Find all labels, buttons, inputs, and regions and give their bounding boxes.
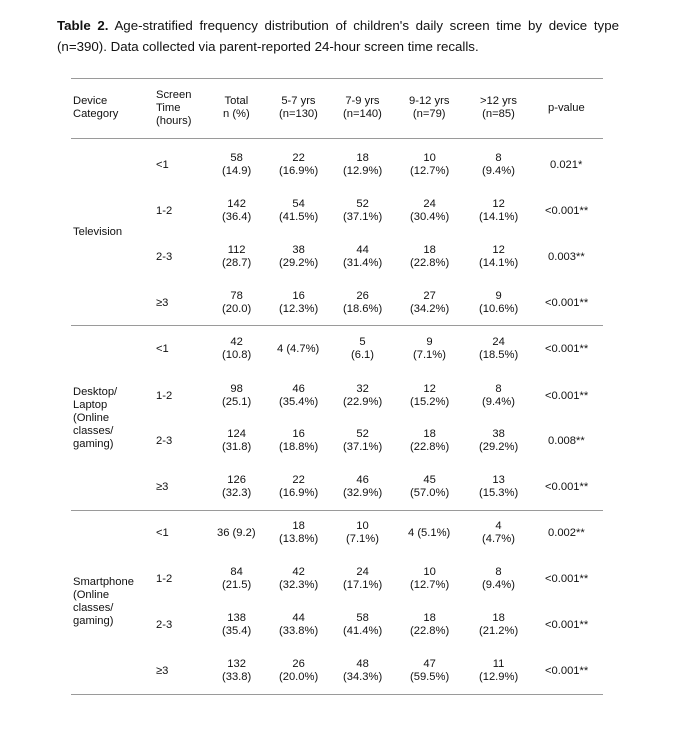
device-category-line: (Online	[73, 412, 110, 424]
value-cell	[410, 244, 449, 270]
value-cell	[277, 343, 319, 356]
value-cell	[410, 658, 449, 684]
device-category-line: Television	[73, 226, 123, 238]
value-cell	[479, 612, 518, 638]
value-cell-line: 38	[492, 428, 505, 440]
header-device-category	[73, 95, 118, 121]
value-cell	[279, 520, 318, 546]
table-caption	[57, 15, 619, 57]
value-cell-line: (31.8)	[222, 441, 252, 453]
value-cell	[346, 520, 379, 546]
value-cell	[410, 198, 449, 224]
screen-time-cell: <1	[156, 527, 169, 539]
header-9-12-yrs-line: (n=79)	[412, 108, 446, 120]
value-cell-line: 26	[292, 658, 305, 670]
value-cell	[279, 244, 318, 270]
value-cell-line: 10	[423, 152, 436, 164]
value-cell-line: 10	[423, 566, 436, 578]
value-cell-line: 126	[227, 474, 246, 486]
device-category-line: Smartphone	[73, 576, 134, 588]
value-cell	[479, 474, 518, 500]
header-over-12-yrs-line: (n=85)	[482, 108, 515, 120]
value-cell-line: (14.9)	[222, 165, 252, 177]
value-cell-line: 98	[230, 383, 243, 395]
value-cell	[222, 474, 251, 500]
value-cell-line: 138	[227, 612, 246, 624]
header-rule	[71, 138, 603, 139]
screen-time-cell: 2-3	[156, 619, 173, 631]
value-cell-line: (29.2%)	[279, 257, 319, 269]
value-cell-line: (4.7%)	[482, 533, 515, 545]
p-value-cell: <0.001**	[545, 205, 589, 217]
value-cell-line: 10	[356, 520, 369, 532]
device-category-line: Laptop	[73, 399, 108, 411]
value-cell-line: 5	[359, 336, 366, 348]
value-cell-line: (59.5%)	[410, 671, 450, 683]
value-cell-line: 22	[292, 474, 305, 486]
header-total	[223, 95, 250, 121]
value-cell-line: 58	[356, 612, 369, 624]
value-cell-line: 38	[292, 244, 305, 256]
value-cell-line: (29.2%)	[479, 441, 519, 453]
value-cell-line: (34.3%)	[343, 671, 383, 683]
value-cell-line: 26	[356, 290, 369, 302]
value-cell	[479, 244, 518, 270]
value-cell-line: 16	[292, 428, 305, 440]
header-total-line: Total	[224, 95, 249, 107]
header-screen-time	[156, 89, 191, 128]
value-cell-line: 52	[356, 428, 369, 440]
device-category-line: Desktop/	[73, 386, 118, 398]
value-cell-line: 52	[356, 198, 369, 210]
value-cell-line: (15.2%)	[410, 396, 450, 408]
value-cell-line: 24	[492, 336, 505, 348]
screen-time-cell: <1	[156, 343, 169, 355]
value-cell-line: 18	[292, 520, 305, 532]
value-cell	[413, 336, 446, 362]
value-cell-line: 12	[423, 383, 436, 395]
value-cell-line: (13.8%)	[279, 533, 319, 545]
value-cell-line: (21.5)	[222, 579, 252, 591]
value-cell-line: (37.1%)	[343, 211, 383, 223]
value-cell	[222, 152, 251, 178]
p-value-cell: <0.001**	[545, 390, 589, 402]
screen-time-cell: <1	[156, 159, 169, 171]
screen-time-cell: 2-3	[156, 251, 173, 263]
value-cell	[343, 198, 382, 224]
bottom-rule	[71, 694, 603, 695]
value-cell	[410, 612, 449, 638]
value-cell-line: (33.8%)	[279, 625, 319, 637]
value-cell-line: (36.4)	[222, 211, 252, 223]
value-cell-line: (14.1%)	[479, 257, 519, 269]
value-cell-line: 54	[292, 198, 305, 210]
value-cell-line: 18	[423, 244, 436, 256]
value-cell-line: (12.7%)	[410, 165, 450, 177]
value-cell	[217, 527, 256, 540]
value-cell-line: (28.7)	[222, 257, 252, 269]
value-cell-line: (12.3%)	[279, 303, 319, 315]
value-cell-line: (9.4%)	[482, 579, 515, 591]
value-cell-line: 142	[227, 198, 246, 210]
value-cell	[279, 383, 318, 409]
value-cell	[279, 658, 318, 684]
value-cell-line: (32.3%)	[279, 579, 319, 591]
value-cell	[279, 612, 318, 638]
p-value-cell: 0.008**	[548, 435, 585, 447]
header-9-12-yrs	[409, 95, 449, 121]
value-cell-line: 46	[292, 383, 305, 395]
value-cell	[222, 428, 251, 454]
p-value-cell: <0.001**	[545, 297, 589, 309]
header-5-7-yrs	[279, 95, 318, 121]
value-cell-line: (17.1%)	[343, 579, 383, 591]
screen-time-cell: ≥3	[156, 481, 169, 493]
value-cell-line: (12.9%)	[479, 671, 519, 683]
table-label: Table 2.	[57, 18, 109, 33]
value-cell-line: 18	[356, 152, 369, 164]
value-cell-line: (41.4%)	[343, 625, 383, 637]
value-cell-line: 13	[492, 474, 505, 486]
value-cell	[343, 612, 382, 638]
value-cell-line: (12.9%)	[343, 165, 383, 177]
value-cell-line: (10.6%)	[479, 303, 519, 315]
value-cell	[222, 566, 251, 592]
value-cell-line: 8	[495, 566, 502, 578]
value-cell	[479, 428, 518, 454]
value-cell-line: (6.1)	[351, 349, 375, 361]
value-cell	[222, 290, 251, 316]
value-cell	[222, 198, 251, 224]
value-cell-line: (14.1%)	[479, 211, 519, 223]
value-cell-line: 124	[227, 428, 246, 440]
value-cell-line: 84	[230, 566, 243, 578]
value-cell	[410, 428, 449, 454]
value-cell-line: 18	[423, 428, 436, 440]
header-5-7-yrs-line: (n=130)	[279, 108, 318, 120]
group-divider	[71, 510, 603, 511]
value-cell-line: 42	[292, 566, 305, 578]
value-cell	[479, 290, 518, 316]
value-cell-line: 112	[227, 244, 246, 256]
value-cell	[343, 474, 382, 500]
value-cell-line: (35.4)	[222, 625, 252, 637]
value-cell-line: (9.4%)	[482, 396, 515, 408]
value-cell-line: 8	[495, 383, 502, 395]
value-cell-line: (16.9%)	[279, 165, 319, 177]
value-cell-line: 45	[423, 474, 436, 486]
value-cell-line: (34.2%)	[410, 303, 450, 315]
p-value-cell: <0.001**	[545, 619, 589, 631]
p-value-cell: 0.003**	[548, 251, 585, 263]
value-cell	[222, 612, 251, 638]
value-cell-line: 16	[292, 290, 305, 302]
value-cell-line: (32.3)	[222, 487, 252, 499]
value-cell-line: 4 (4.7%)	[277, 343, 320, 355]
p-value-cell: <0.001**	[545, 573, 589, 585]
value-cell-line: 24	[423, 198, 436, 210]
value-cell	[222, 383, 251, 409]
value-cell-line: (25.1)	[222, 396, 252, 408]
value-cell	[279, 566, 318, 592]
value-cell	[408, 527, 450, 540]
value-cell-line: 4 (5.1%)	[408, 527, 451, 539]
header-over-12-yrs-line: >12 yrs	[480, 95, 517, 107]
value-cell	[343, 290, 382, 316]
value-cell	[482, 566, 515, 592]
device-category-line: classes/	[73, 602, 114, 614]
value-cell-line: 44	[356, 244, 369, 256]
value-cell	[482, 383, 515, 409]
value-cell	[482, 520, 515, 546]
value-cell	[479, 658, 518, 684]
value-cell-line: 22	[292, 152, 305, 164]
value-cell-line: (7.1%)	[346, 533, 379, 545]
header-screen-time-line: (hours)	[156, 115, 192, 127]
value-cell-line: 9	[426, 336, 433, 348]
value-cell-line: 24	[356, 566, 369, 578]
value-cell-line: (35.4%)	[279, 396, 319, 408]
value-cell-line: 9	[495, 290, 502, 302]
value-cell-line: 42	[230, 336, 243, 348]
value-cell-line: (22.9%)	[343, 396, 383, 408]
value-cell-line: (57.0%)	[410, 487, 450, 499]
value-cell-line: 132	[227, 658, 246, 670]
value-cell	[279, 290, 318, 316]
header-device-category-line: Device	[73, 95, 108, 107]
value-cell	[279, 474, 318, 500]
value-cell-line: (10.8)	[222, 349, 252, 361]
value-cell-line: 78	[230, 290, 243, 302]
header-p-value	[548, 102, 585, 115]
value-cell-line: 46	[356, 474, 369, 486]
value-cell-line: (33.8)	[222, 671, 252, 683]
value-cell-line: (20.0)	[222, 303, 252, 315]
value-cell-line: 11	[492, 658, 505, 670]
group-divider	[71, 325, 603, 326]
value-cell-line: 4	[495, 520, 502, 532]
value-cell-line: (31.4%)	[343, 257, 383, 269]
value-cell	[279, 428, 318, 454]
header-screen-time-line: Screen	[156, 89, 192, 101]
device-category-line: classes/	[73, 425, 114, 437]
screen-time-cell: 1-2	[156, 573, 173, 585]
screen-time-cell: ≥3	[156, 297, 169, 309]
p-value-cell: 0.021*	[550, 159, 583, 171]
device-category	[73, 576, 134, 628]
value-cell-line: (15.3%)	[479, 487, 519, 499]
value-cell	[279, 152, 318, 178]
p-value-cell: <0.001**	[545, 343, 589, 355]
value-cell	[410, 383, 449, 409]
value-cell-line: (18.8%)	[279, 441, 319, 453]
caption-text: Age-stratified frequency distribution of children's daily screen time by device type (n=390). Data collected via parent-reported 24-hour screen time recalls.	[57, 18, 619, 54]
value-cell	[222, 658, 251, 684]
value-cell	[343, 152, 382, 178]
screen-time-cell: ≥3	[156, 665, 169, 677]
value-cell-line: (18.6%)	[343, 303, 383, 315]
value-cell	[482, 152, 515, 178]
value-cell	[222, 336, 251, 362]
screen-time-cell: 1-2	[156, 205, 173, 217]
value-cell-line: 36 (9.2)	[217, 527, 256, 539]
value-cell	[410, 474, 449, 500]
value-cell	[410, 566, 449, 592]
value-cell-line: 48	[356, 658, 369, 670]
value-cell-line: 8	[495, 152, 502, 164]
value-cell-line: 12	[492, 198, 505, 210]
header-5-7-yrs-line: 5-7 yrs	[281, 95, 316, 107]
screen-time-cell: 1-2	[156, 390, 173, 402]
value-cell	[410, 290, 449, 316]
top-rule	[71, 78, 603, 79]
value-cell-line: (30.4%)	[410, 211, 450, 223]
header-screen-time-line: Time	[156, 102, 181, 114]
header-p-value-line: p-value	[548, 102, 585, 114]
header-7-9-yrs-line: (n=140)	[343, 108, 382, 120]
value-cell-line: 44	[292, 612, 305, 624]
value-cell-line: (32.9%)	[343, 487, 383, 499]
p-value-cell: <0.001**	[545, 481, 589, 493]
value-cell	[343, 658, 382, 684]
header-9-12-yrs-line: 9-12 yrs	[409, 95, 450, 107]
p-value-cell: <0.001**	[545, 665, 589, 677]
value-cell-line: 12	[492, 244, 505, 256]
device-category	[73, 226, 122, 239]
value-cell	[343, 566, 382, 592]
header-7-9-yrs	[343, 95, 382, 121]
value-cell-line: (20.0%)	[279, 671, 319, 683]
device-category-line: gaming)	[73, 438, 114, 450]
p-value-cell: 0.002**	[548, 527, 585, 539]
value-cell-line: 18	[423, 612, 436, 624]
value-cell-line: (22.8%)	[410, 441, 450, 453]
value-cell-line: (22.8%)	[410, 625, 450, 637]
value-cell-line: (12.7%)	[410, 579, 450, 591]
device-category	[73, 386, 117, 451]
value-cell-line: 18	[492, 612, 505, 624]
device-category-line: (Online	[73, 589, 110, 601]
value-cell-line: (21.2%)	[479, 625, 519, 637]
value-cell	[479, 198, 518, 224]
value-cell-line: (18.5%)	[479, 349, 519, 361]
value-cell-line: (9.4%)	[482, 165, 515, 177]
value-cell-line: (7.1%)	[413, 349, 446, 361]
value-cell-line: 27	[423, 290, 436, 302]
header-total-line: n (%)	[223, 108, 250, 120]
value-cell	[343, 383, 382, 409]
value-cell-line: 58	[230, 152, 243, 164]
value-cell	[479, 336, 518, 362]
value-cell-line: 47	[423, 658, 436, 670]
value-cell	[351, 336, 374, 362]
value-cell	[222, 244, 251, 270]
header-7-9-yrs-line: 7-9 yrs	[345, 95, 380, 107]
value-cell-line: (37.1%)	[343, 441, 383, 453]
header-over-12-yrs	[480, 95, 517, 121]
value-cell-line: (16.9%)	[279, 487, 319, 499]
value-cell	[279, 198, 318, 224]
value-cell-line: 32	[356, 383, 369, 395]
value-cell-line: (22.8%)	[410, 257, 450, 269]
value-cell	[343, 428, 382, 454]
value-cell	[343, 244, 382, 270]
header-device-category-line: Category	[73, 108, 119, 120]
screen-time-cell: 2-3	[156, 435, 173, 447]
value-cell	[410, 152, 449, 178]
value-cell-line: (41.5%)	[279, 211, 319, 223]
device-category-line: gaming)	[73, 615, 114, 627]
